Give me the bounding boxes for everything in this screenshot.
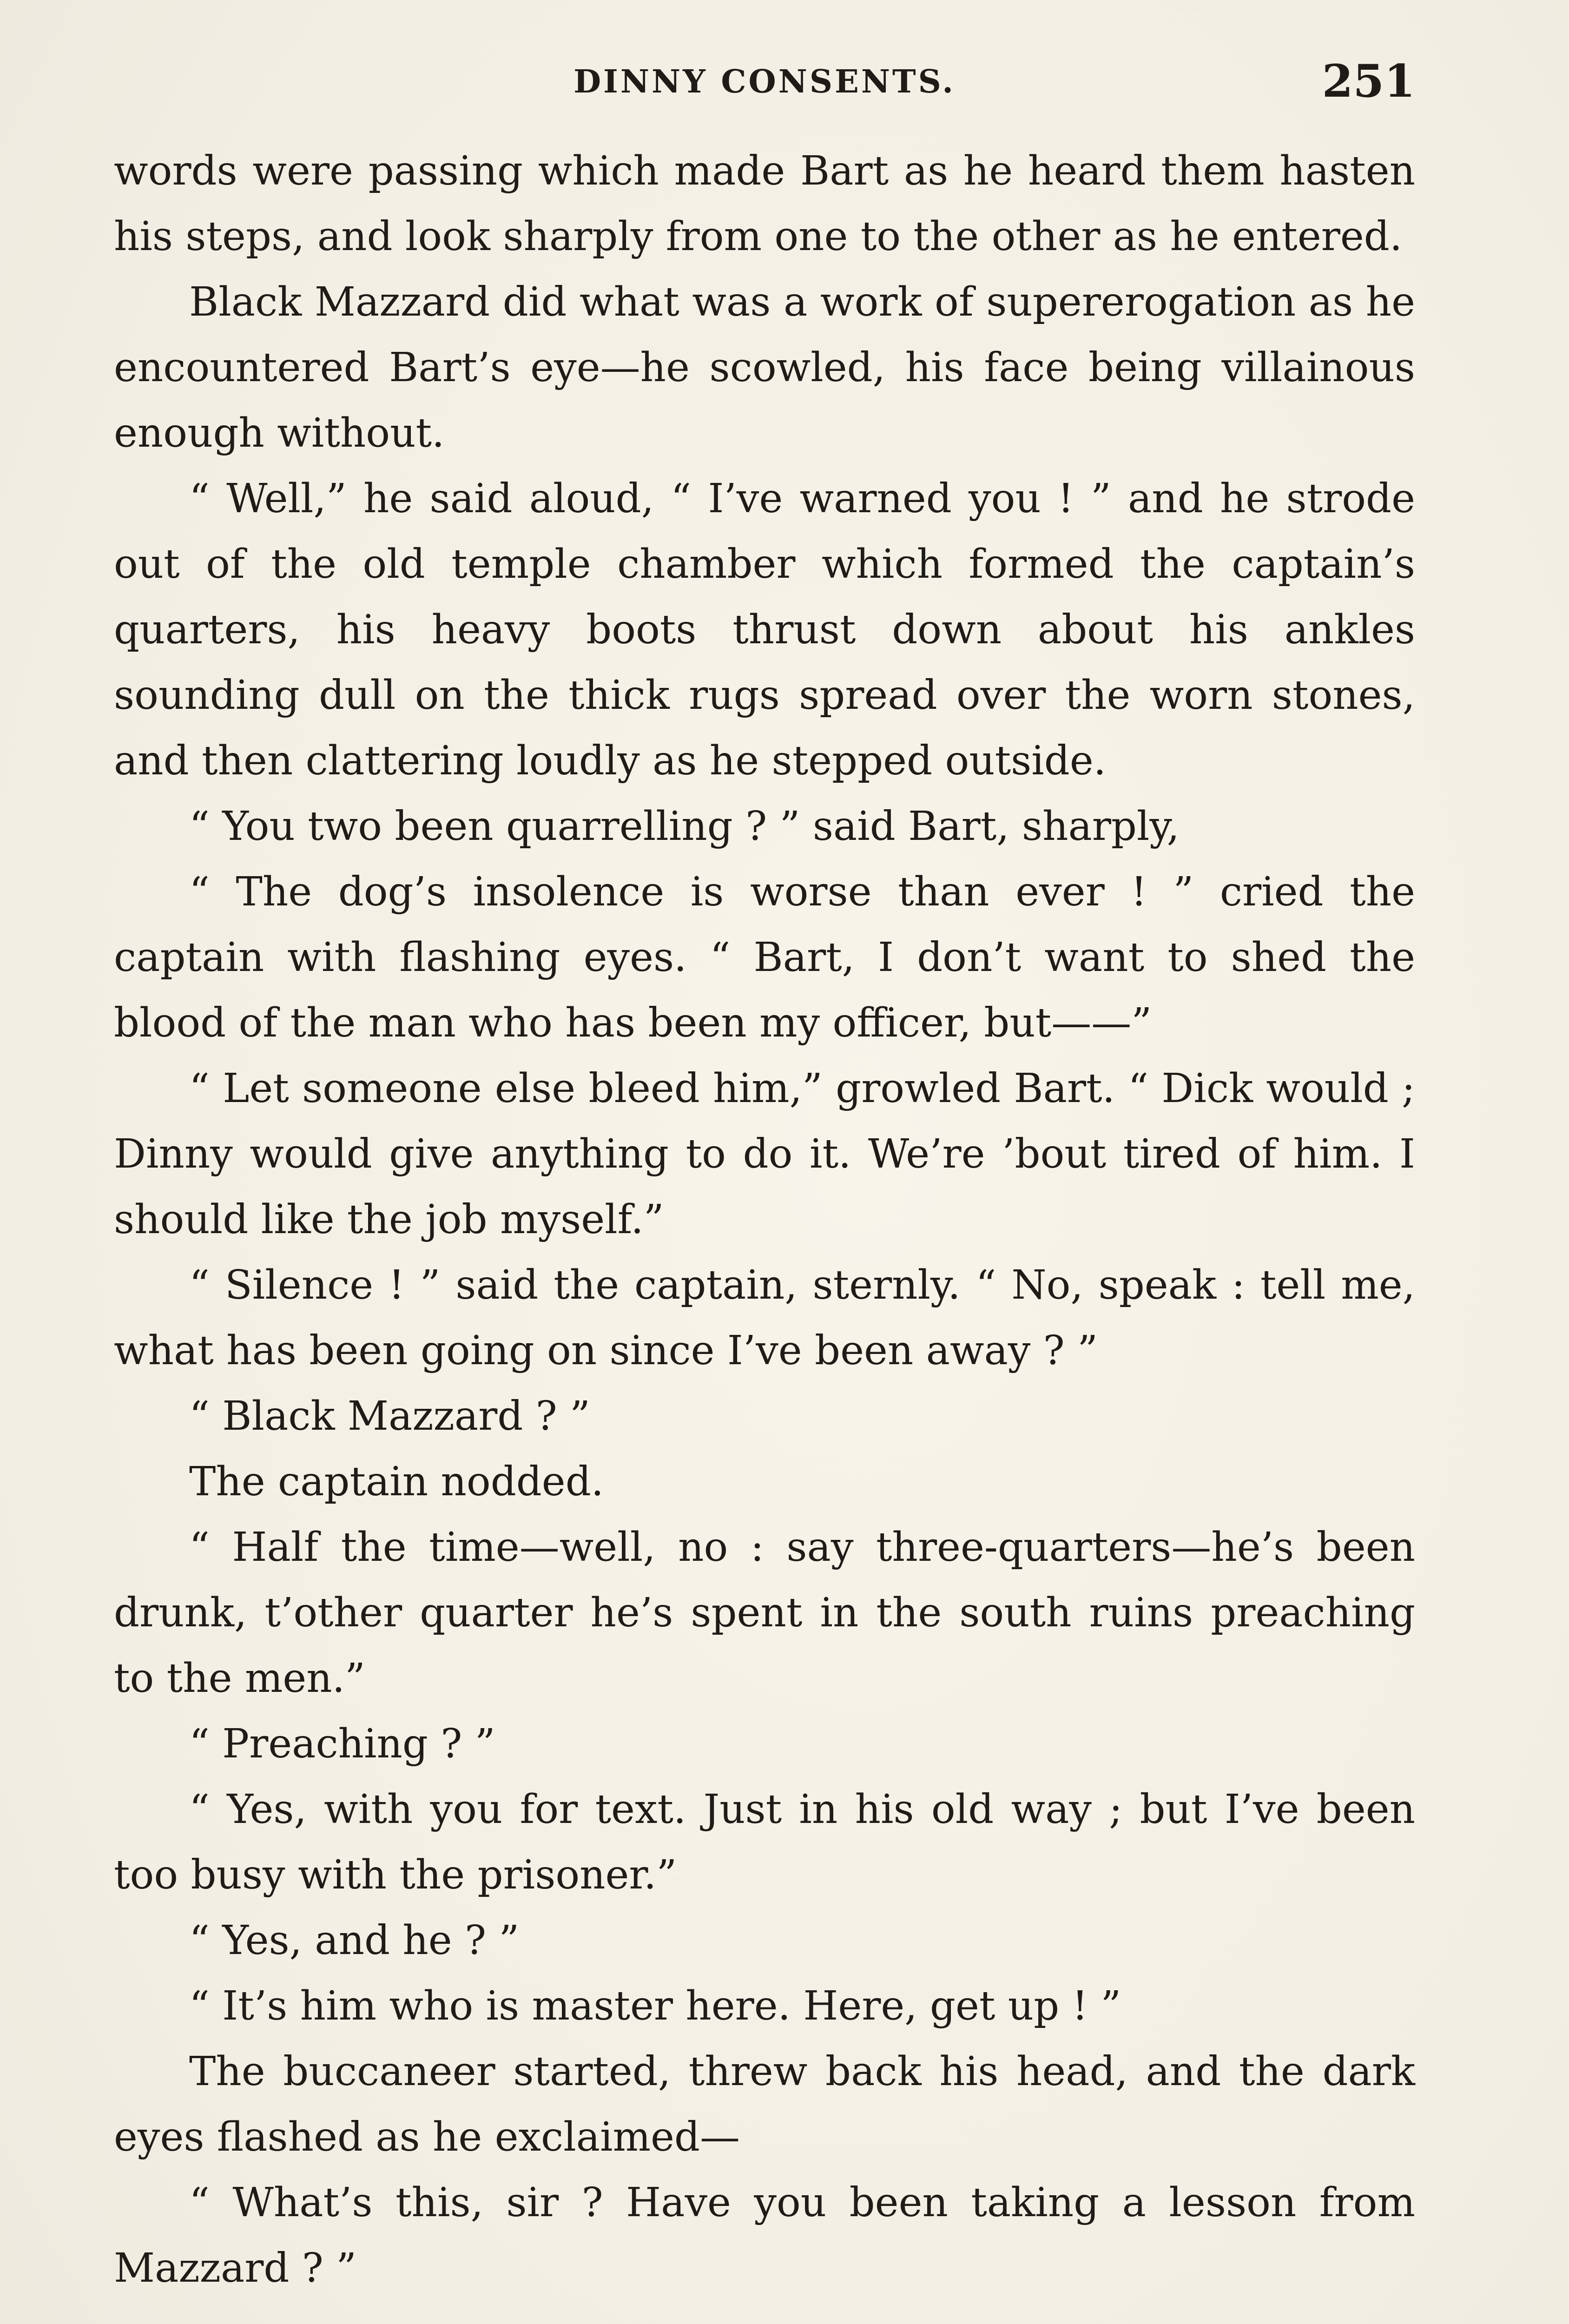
paragraph: “ Preaching ? ” [189,1721,495,1767]
paragraph: “ Let someone else bleed him,” growled Bart. “ Dick would ; Dinny would give anything to do it. We’re ’bout tired of him. I should like the job myself.” [114,1065,1415,1243]
body-text [114,139,1415,2301]
paragraph: “ Half the time—well, no : say three-quarters—he’s been drunk, t’other quarter he’s spent in the south ruins preaching to the men.” [114,1524,1415,1702]
paragraph: “ Silence ! ” said the captain, sternly. “ No, speak : tell me, what has been going on since I’ve been away ? ” [114,1262,1415,1374]
paragraph: “ Yes, and he ? ” [189,1917,520,1964]
paragraph: “ You two been quarrelling ? ” said Bart, sharply, [189,803,1180,850]
paragraph: “ Black Mazzard ? ” [189,1393,591,1439]
paragraph: The captain nodded. [189,1459,604,1505]
paragraph: “ The dog’s insolence is worse than ever ! ” cried the captain with flashing eyes. “ Bart, I don’t want to shed the blood of the man who has been my officer, but——” [114,869,1415,1046]
paragraph: “ It’s him who is master here. Here, get up ! ” [189,1983,1121,2029]
paragraph: words were passing which made Bart as he heard them hasten his steps, and look sharply from one to the other as he entered. [114,148,1415,260]
running-title: DINNY CONSENTS. [574,63,956,100]
paragraph: Black Mazzard did what was a work of supererogation as he encountered Bart’s eye—he scowled, his face being villainous enough without. [114,279,1415,456]
page-header [114,55,1415,106]
paragraph: “ Yes, with you for text. Just in his old way ; but I’ve been too busy with the prisoner.” [114,1786,1415,1898]
paragraph: “ What’s this, sir ? Have you been taking a lesson from Mazzard ? ” [114,2179,1415,2291]
paragraph: “ Well,” he said aloud, “ I’ve warned you ! ” and he strode out of the old temple chamber which formed the captain’s quarters, his heavy boots thrust down about his ankles sounding dull on the thick rugs spread over the worn stones, and then clattering loudly as he stepped outside. [114,475,1415,784]
paragraph: The buccaneer started, threw back his head, and the dark eyes flashed as he exclaimed— [114,2048,1415,2160]
page-number: 251 [1322,55,1415,107]
